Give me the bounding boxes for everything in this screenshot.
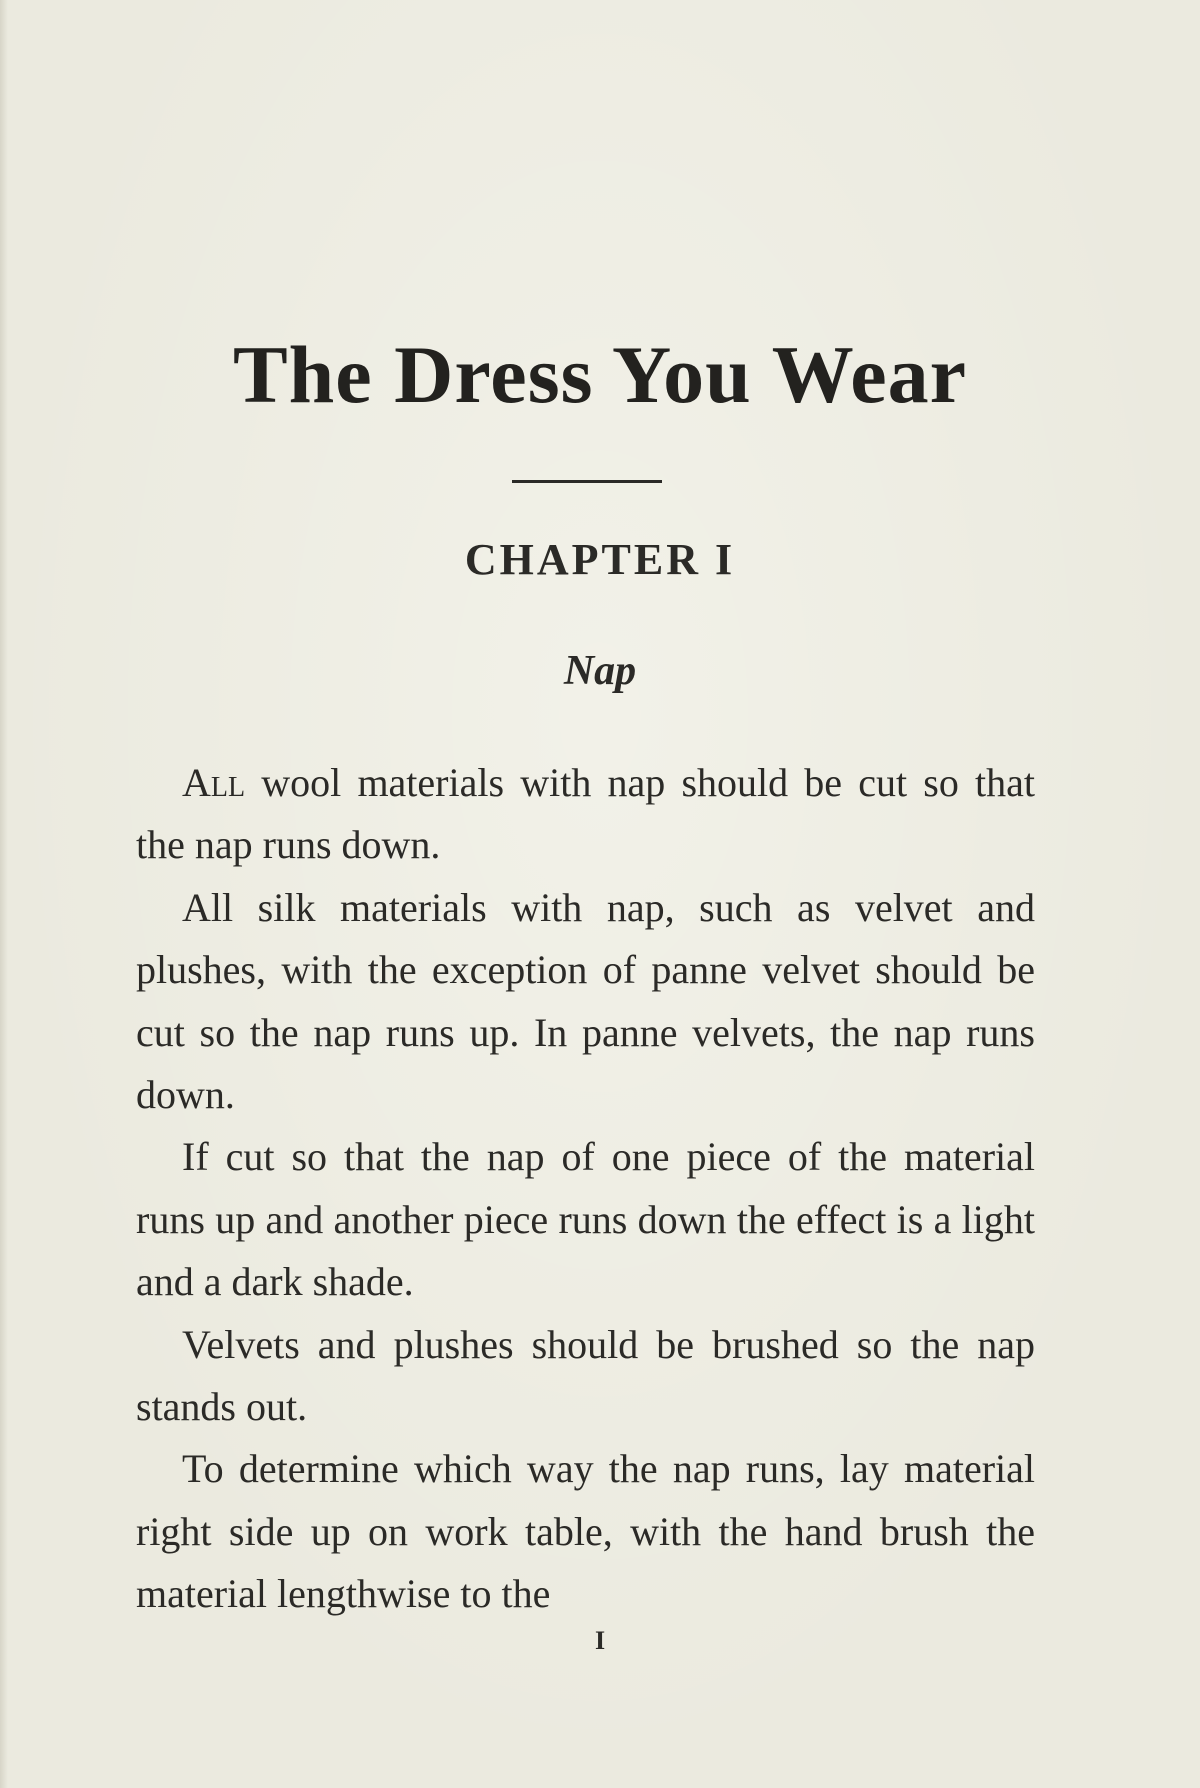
book-title: The Dress You Wear bbox=[232, 329, 968, 420]
paragraph-1 bbox=[136, 752, 1035, 877]
paragraph-lead-smallcaps: All bbox=[182, 760, 246, 805]
title-divider bbox=[512, 480, 662, 483]
page-edge-shadow bbox=[0, 0, 8, 1788]
section-title: Nap bbox=[563, 648, 637, 694]
paragraph-4: Velvets and plushes should be brushed so the nap stands out. bbox=[136, 1321, 1035, 1430]
chapter-heading: CHAPTER I bbox=[464, 535, 736, 584]
page-number: I bbox=[594, 1626, 606, 1655]
paragraph-3: If cut so that the nap of one piece of the material runs up and another piece runs down the effect is a light and a dark shade. bbox=[136, 1134, 1035, 1305]
paragraph-5: To determine which way the nap runs, lay material right side up on work table, with the hand brush the material lengthwise to the bbox=[136, 1446, 1035, 1617]
paragraph-1-text: wool materials with nap should be cut so that the nap runs down. bbox=[136, 760, 1035, 868]
paragraph-2: All silk materials with nap, such as velvet and plushes, with the exception of panne velvet should be cut so the nap runs up. In panne velvets, the nap runs down. bbox=[136, 884, 1035, 1118]
body-text bbox=[136, 752, 1035, 1626]
